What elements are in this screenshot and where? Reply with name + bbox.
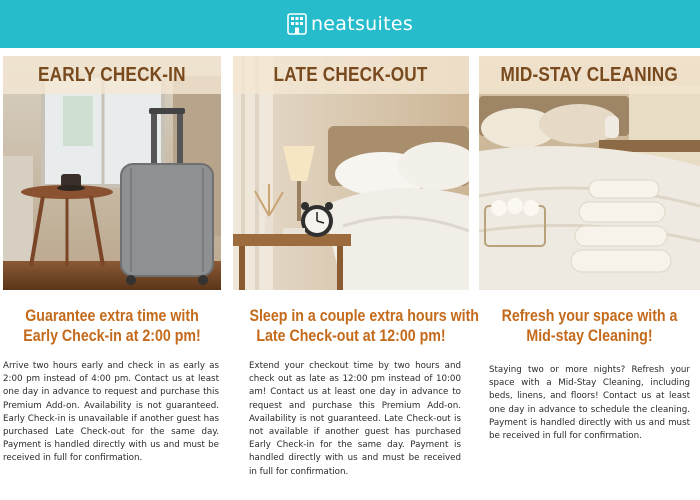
panel-title: LATE CHECK-OUT	[273, 63, 429, 86]
panel-late-check-out	[233, 56, 479, 500]
panel-early-check-in	[3, 56, 221, 500]
panel-headline	[494, 306, 684, 346]
headline-line-1: Sleep in a couple extra hours with	[249, 307, 479, 325]
late-check-out-photo	[233, 56, 469, 290]
panel-mid-stay-cleaning	[479, 56, 700, 500]
headline-line-2: Early Check-in at 2:00 pm!	[23, 327, 201, 345]
panel-title-bar	[3, 56, 221, 94]
panel-description: Extend your checkout time by two hours and check out as late as 12:00 pm instead of 10:00 am! Contact us at least one day in advance to request and purchase this Premium Add-on. Availability is not guaranteed. Late Check-out is not available if another guest has purchased Early Check-in for the same day. Payment is handled directly with us and must be received in full for confirmation.	[249, 361, 461, 477]
headline-line-1: Guarantee extra time with	[25, 307, 199, 325]
panel-title-bar	[233, 56, 469, 94]
building-icon	[287, 13, 307, 35]
brand-logo[interactable]	[287, 13, 413, 35]
panel-title: MID-STAY CLEANING	[500, 63, 679, 86]
headline-line-2: Mid-stay Cleaning!	[526, 327, 653, 345]
header-bar	[0, 0, 700, 48]
headline-line-2: Late Check-out at 12:00 pm!	[256, 327, 446, 345]
brand-name: neatsuites	[310, 13, 414, 35]
panel-headline	[18, 306, 205, 346]
early-check-in-photo	[3, 56, 221, 290]
panel-description: Staying two or more nights? Refresh your space with a Mid-Stay Cleaning, including beds, linens, and floors! Contact us at least one day in advance to schedule the cleaning. Payment is handled directly with us and must be received in full for confirmation.	[489, 365, 690, 442]
mid-stay-cleaning-photo	[479, 56, 700, 290]
panel-title-bar	[479, 56, 700, 94]
headline-line-1: Refresh your space with a	[501, 307, 678, 325]
panel-description: Arrive two hours early and check in as early as 2:00 pm instead of 4:00 pm. Contact us at least one day in advance to request and purchase this Premium Add-on. Availability is not guaranteed. Early Check-in is unavailable if another guest has purchased Late Check-out for the same day. Payment is handled directly with us and must be received in full for confirmation.	[3, 361, 219, 464]
panel-title: EARLY CHECK-IN	[38, 63, 186, 86]
panel-headline	[249, 306, 479, 346]
